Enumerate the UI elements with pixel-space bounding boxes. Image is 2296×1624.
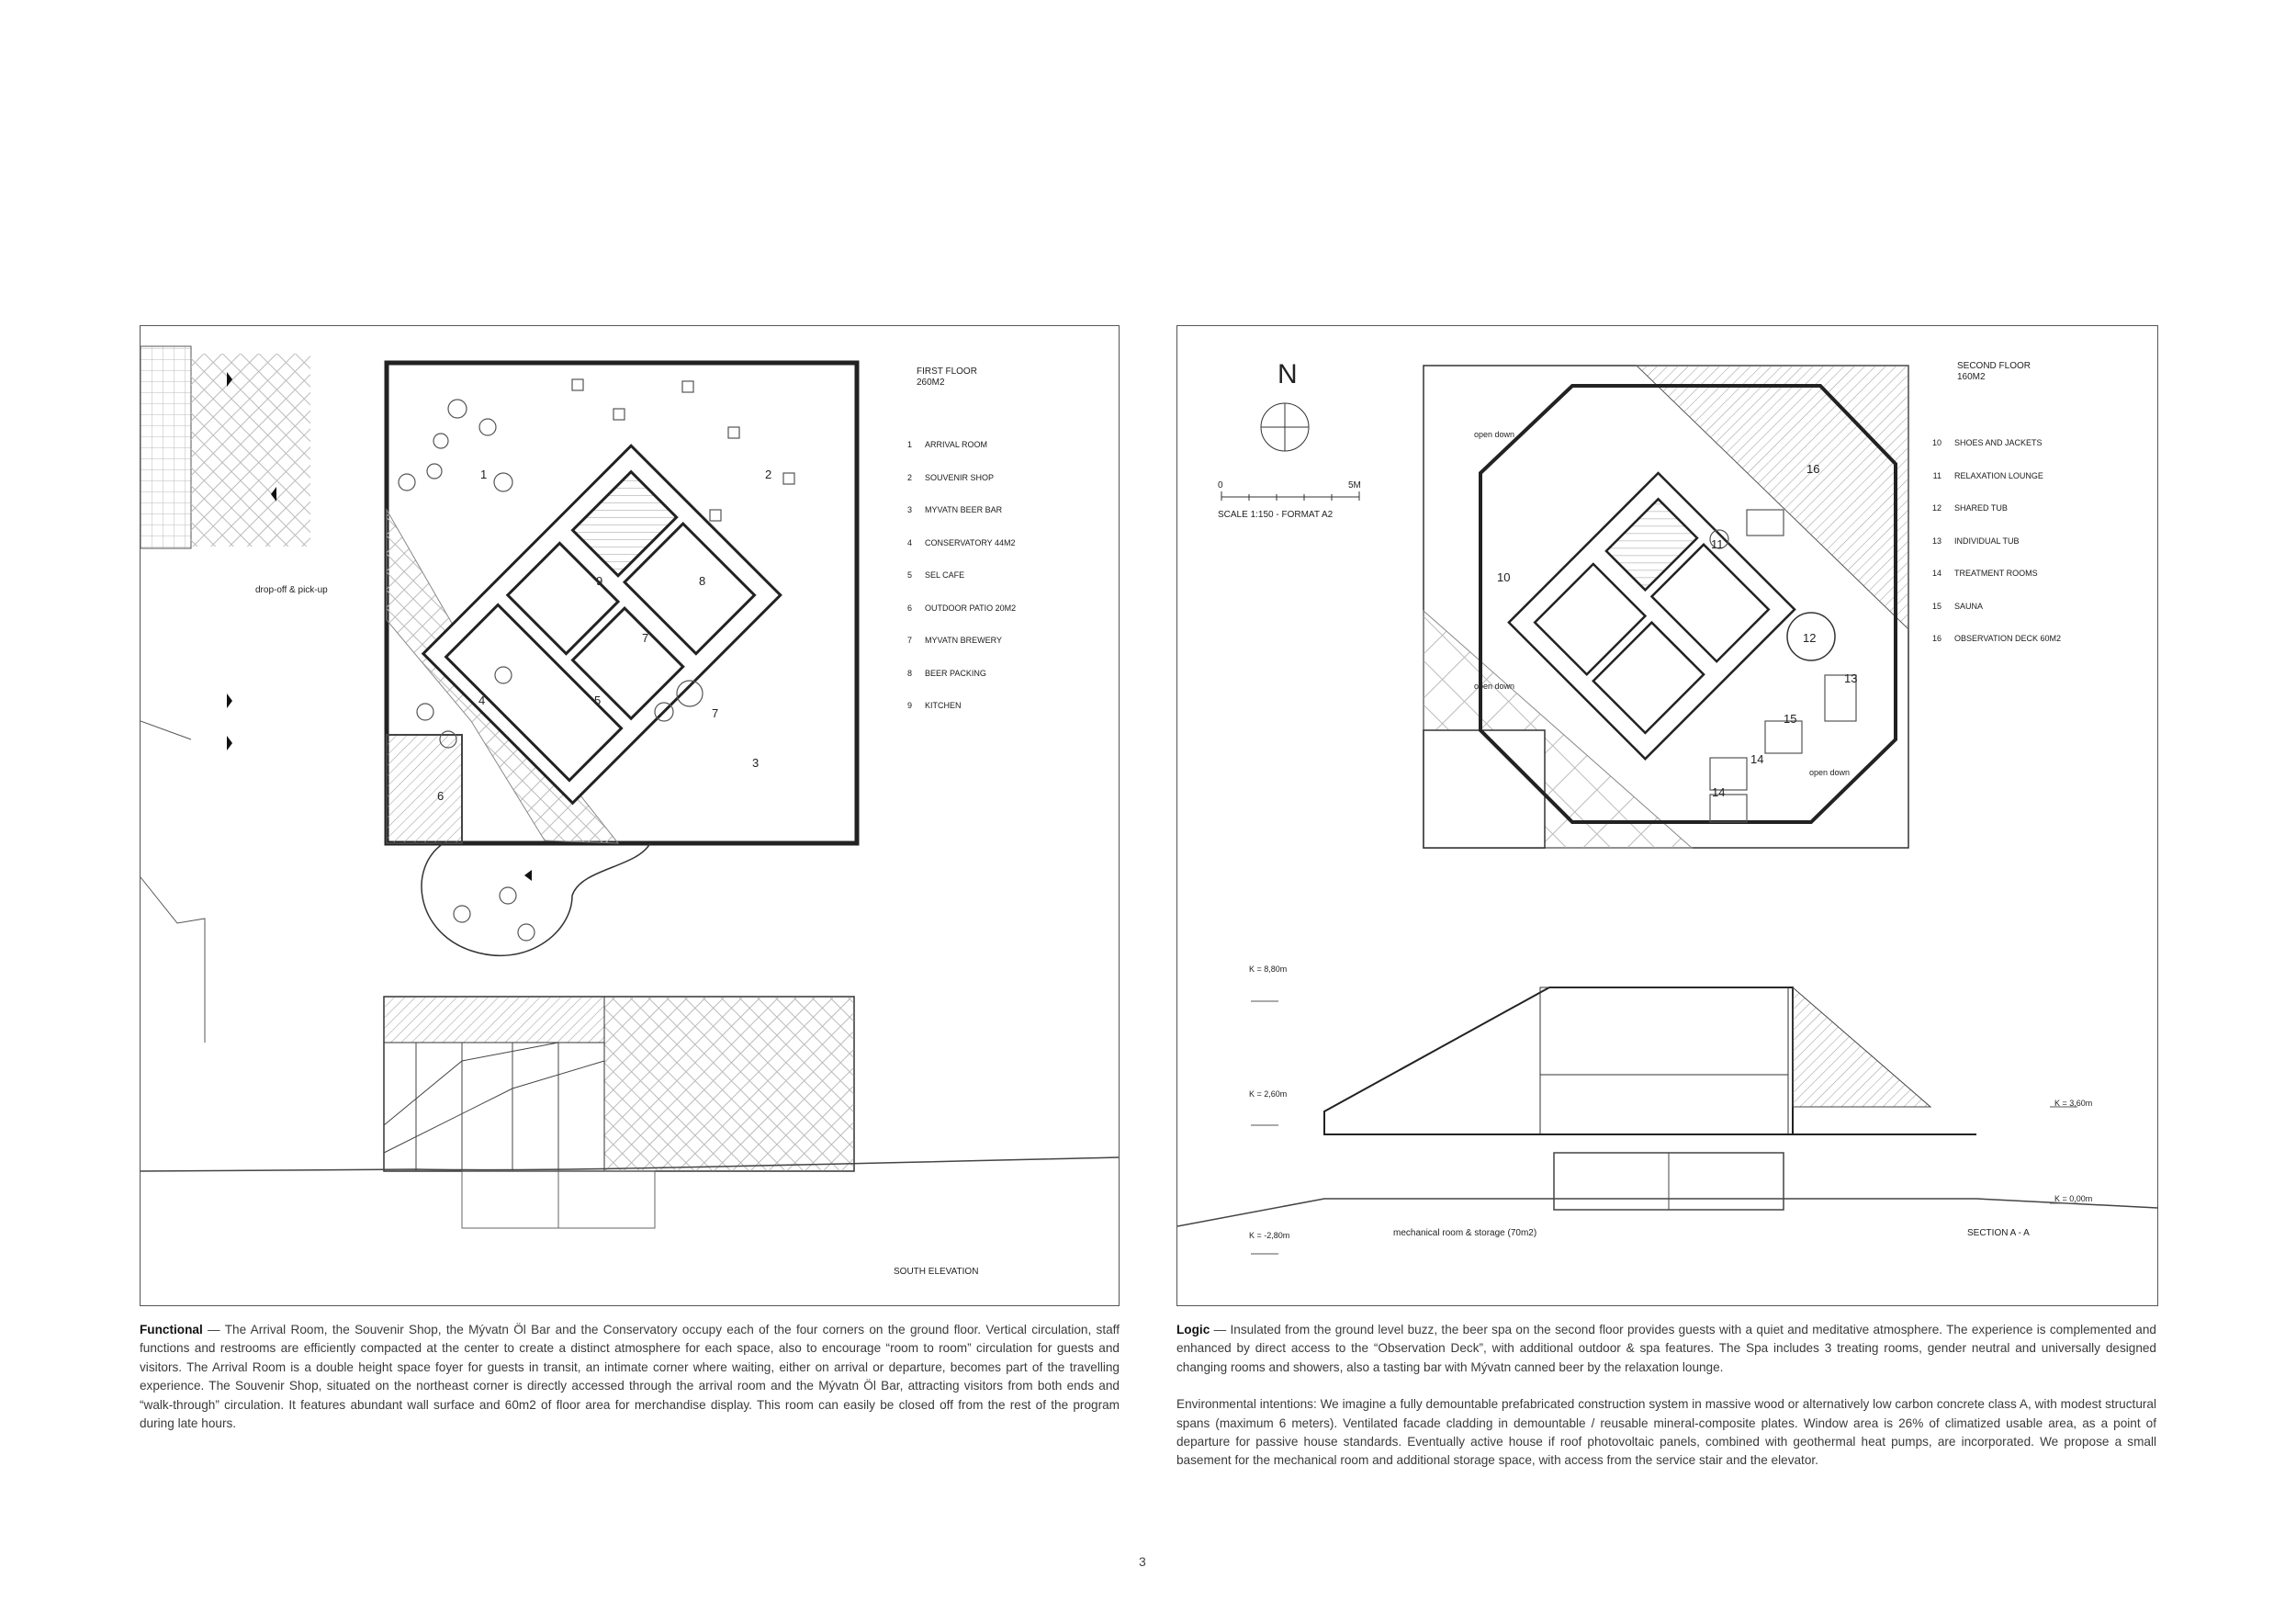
level-label: K = -2,80m — [1249, 1231, 1290, 1240]
room-number: 14 — [1712, 785, 1726, 799]
legend-row: 10 SHOES AND JACKETS — [1932, 438, 2043, 447]
room-number: 7 — [642, 631, 649, 645]
room-number: 2 — [765, 468, 772, 481]
logic-paragraph — [1176, 1321, 2156, 1489]
section-label: SECTION A - A — [1967, 1228, 2030, 1238]
page-number: 3 — [1139, 1554, 1146, 1569]
dropoff-label: drop-off & pick-up — [255, 585, 328, 595]
level-label: K = 0,00m — [2054, 1194, 2093, 1203]
legend-row: 15 SAUNA — [1932, 601, 1984, 611]
legend-row: 6 OUTDOOR PATIO 20M2 — [906, 603, 1017, 613]
functional-body: — The Arrival Room, the Souvenir Shop, the Mývatn Öl Bar and the Conservatory occupy each of the four corners on the ground floor. Vertical circulation, staff functions and restrooms are efficiently compacted at the center to create a distinct atmosphere for each space, also to encourage “room to room” circulation for guests and visitors. The Arrival Room is a double height space foyer for guests in transit, an intimate corner where waiting, either on arrival or departure, becomes part of the travelling experience. The Souvenir Shop, situated on the northeast corner is directly accessed through the arrival room and the Mývatn Öl Bar, attracting visitors from both ends and “walk-through” circulation. It features abundant wall surface and 60m2 of floor area for merchandise display. This room can easily be closed off from the rest of the program during late hours. — [140, 1323, 1120, 1431]
legend-row: 3 MYVATN BEER BAR — [906, 505, 1003, 514]
floor-title: SECOND FLOOR — [1957, 361, 2032, 371]
legend-row: 5 SEL CAFE — [906, 570, 965, 580]
room-number: 11 — [1711, 537, 1724, 551]
legend-row: 14 TREATMENT ROOMS — [1932, 569, 2038, 578]
room-number: 5 — [594, 694, 602, 707]
floor-title: FIRST FLOOR — [917, 367, 977, 377]
room-number: 7 — [712, 706, 719, 720]
logic-body: — Insulated from the ground level buzz, the beer spa on the second floor provides guests with a quiet and meditative atmosphere. The experience is complemented and enhanced by direct access to the “Observation Deck”, with additional outdoor & spa features. The Spa includes 3 treating rooms, gender neutral and universally designed changing rooms and showers, also a tasting bar with Mývatn canned beer by the relaxation lounge. — [1176, 1323, 2156, 1374]
scale-text: SCALE 1:150 - FORMAT A2 — [1218, 510, 1334, 520]
room-number: 16 — [1806, 462, 1820, 476]
legend-row: 16 OBSERVATION DECK 60M2 — [1932, 634, 2062, 643]
room-number: 4 — [478, 694, 486, 707]
room-number: 9 — [596, 574, 603, 588]
room-number: 1 — [480, 468, 488, 481]
room-legend — [1932, 438, 2061, 667]
room-legend — [903, 440, 1016, 734]
room-number: 15 — [1784, 712, 1797, 726]
room-number: 13 — [1844, 671, 1858, 685]
scale-zero: 0 — [1218, 480, 1223, 491]
level-label: K = 8,80m — [1249, 964, 1288, 974]
room-number: 8 — [699, 574, 706, 588]
north-label: N — [1277, 359, 1298, 389]
legend-row: 11 RELAXATION LOUNGE — [1932, 470, 2043, 480]
functional-title: Functional — [140, 1323, 203, 1336]
scale-five: 5M — [1348, 480, 1361, 491]
environmental-paragraph: Environmental intentions: We imagine a fully demountable prefabricated construction system in massive wood or alternatively low carbon concrete class A, with modest structural spans (maximum 6 meters). Ventilated facade cladding in demountable / reusable mineral-composite plates. Window area is 26% of climatized usable area, as a point of departure for passive house standards. Eventually active house if roof photovoltaic panels, combined with geothermal heat pumps, are incorporated. We propose a small basement for the mechanical room and additional storage space, with access from the service stair and the elevator. — [1176, 1397, 2156, 1468]
legend-row: 2 SOUVENIR SHOP — [906, 472, 995, 482]
open-down-label: open down — [1809, 768, 1851, 777]
room-number: 3 — [752, 756, 760, 770]
open-down-label: open down — [1474, 682, 1515, 691]
elevation-label: SOUTH ELEVATION — [894, 1267, 979, 1277]
floor-area: 160M2 — [1957, 372, 1986, 382]
logic-title: Logic — [1176, 1323, 1210, 1336]
legend-row: 8 BEER PACKING — [906, 668, 986, 678]
level-label: K = 3,60m — [2054, 1099, 2093, 1108]
level-label: K = 2,60m — [1249, 1089, 1288, 1099]
basement-label: mechanical room & storage (70m2) — [1393, 1228, 1537, 1238]
room-number: 12 — [1803, 631, 1817, 645]
functional-paragraph — [140, 1321, 1120, 1451]
room-number: 14 — [1750, 752, 1764, 766]
legend-row: 4 CONSERVATORY 44M2 — [906, 537, 1016, 547]
legend-row: 7 MYVATN BREWERY — [906, 636, 1003, 645]
legend-row: 1 ARRIVAL ROOM — [906, 440, 988, 449]
second-floor-panel — [1176, 325, 2158, 1306]
legend-row: 13 INDIVIDUAL TUB — [1932, 536, 2020, 546]
open-down-label: open down — [1474, 430, 1515, 439]
floor-area: 260M2 — [917, 378, 945, 388]
first-floor-panel — [140, 325, 1120, 1306]
room-number: 10 — [1497, 570, 1511, 584]
legend-row: 12 SHARED TUB — [1932, 503, 2008, 513]
room-number: 6 — [437, 789, 445, 803]
legend-row: 9 KITCHEN — [906, 701, 962, 710]
